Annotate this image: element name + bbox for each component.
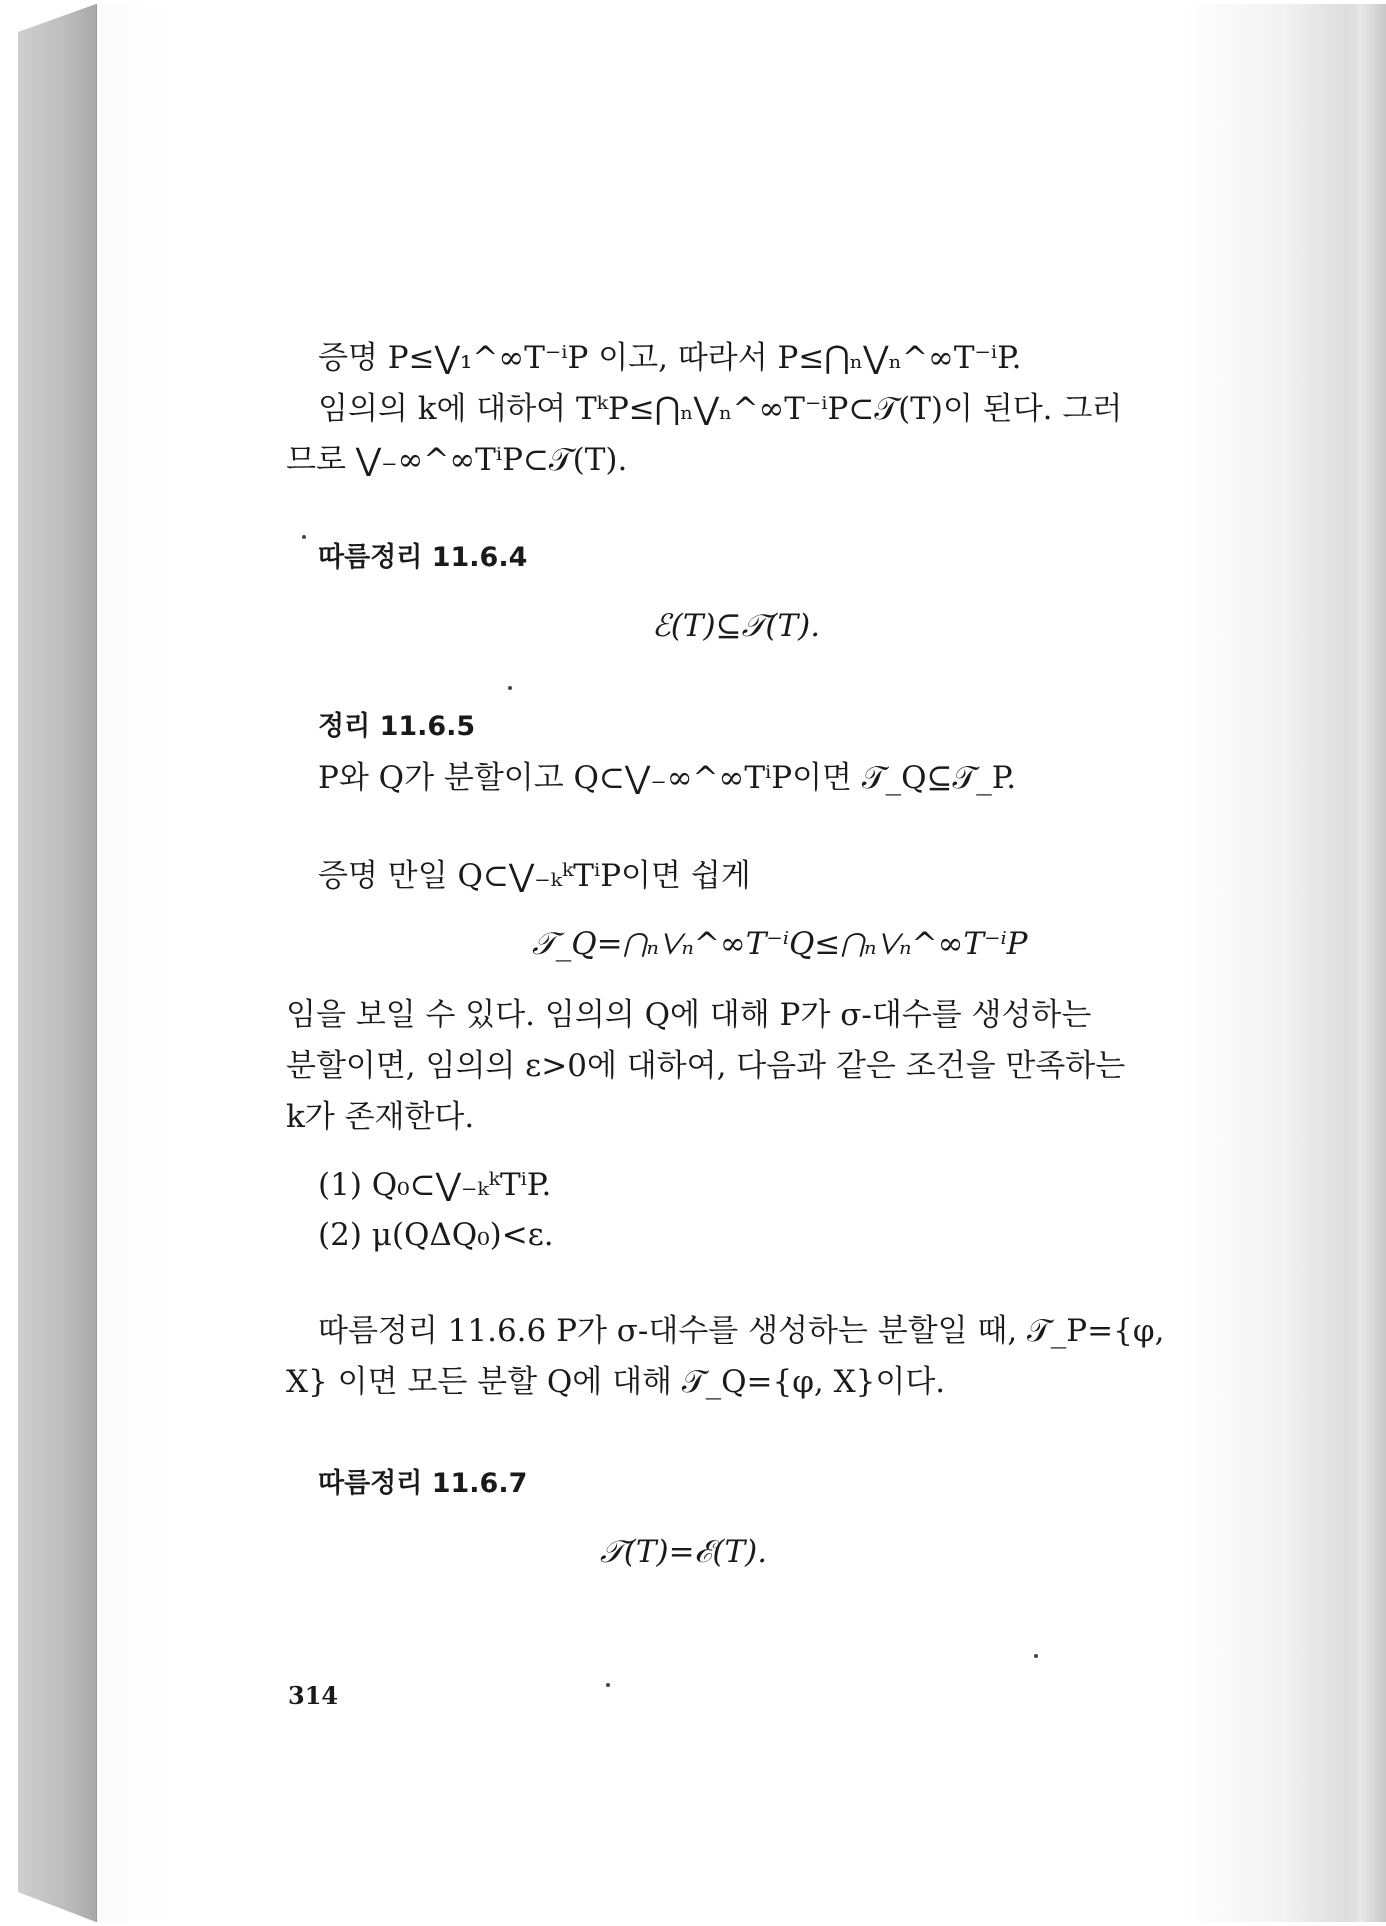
proof1-line3: 므로 ⋁₋∞^∞TⁱP⊂𝒯(T). <box>286 442 628 478</box>
proof2-condition-1: (1) Q₀⊂⋁₋ₖᵏTⁱP. <box>318 1167 552 1203</box>
ink-speck <box>1034 1654 1038 1658</box>
ink-speck <box>508 686 512 690</box>
proof2-line2: 임을 보일 수 있다. 임의의 Q에 대해 P가 σ-대수를 생성하는 <box>286 997 1092 1033</box>
proof2-line3: 분할이면, 임의의 ε>0에 대하여, 다음과 같은 조건을 만족하는 <box>286 1048 1126 1084</box>
corollary-11-6-4-formula: ℰ(T)⊆𝒯(T). <box>652 608 821 644</box>
corollary-11-6-7-heading: 따름정리 11.6.7 <box>318 1468 528 1499</box>
page-number: 314 <box>288 1681 339 1710</box>
corollary-11-6-6-line2: X} 이면 모든 분할 Q에 대해 𝒯_Q={φ, X}이다. <box>286 1364 946 1400</box>
proof2-condition-2: (2) μ(QΔQ₀)<ε. <box>318 1217 554 1253</box>
corollary-11-6-7-formula: 𝒯(T)=ℰ(T). <box>600 1534 768 1570</box>
corollary-11-6-4-heading: 따름정리 11.6.4 <box>318 542 528 573</box>
ink-speck <box>606 1683 610 1687</box>
ink-speck <box>302 535 306 539</box>
proof2-line4: k가 존재한다. <box>286 1099 475 1135</box>
proof2-formula: 𝒯_Q=⋂ₙ⋁ₙ^∞T⁻ⁱQ≤⋂ₙ⋁ₙ^∞T⁻ⁱP <box>532 926 1028 962</box>
proof1-line2: 임의의 k에 대하여 TᵏP≤⋂ₙ⋁ₙ^∞T⁻ⁱP⊂𝒯(T)이 된다. 그러 <box>318 391 1123 427</box>
proof2-line1: 증명 만일 Q⊂⋁₋ₖᵏTⁱP이면 쉽게 <box>318 858 751 894</box>
theorem-11-6-5-heading: 정리 11.6.5 <box>318 711 476 742</box>
corollary-11-6-6-line1: 따름정리 11.6.6 P가 σ-대수를 생성하는 분할일 때, 𝒯_P={φ, <box>318 1313 1165 1349</box>
proof1-line1: 증명 P≤⋁₁^∞T⁻ⁱP 이고, 따라서 P≤⋂ₙ⋁ₙ^∞T⁻ⁱP. <box>318 340 1022 376</box>
theorem-11-6-5-statement: P와 Q가 분할이고 Q⊂⋁₋∞^∞TⁱP이면 𝒯_Q⊆𝒯_P. <box>318 760 1017 796</box>
